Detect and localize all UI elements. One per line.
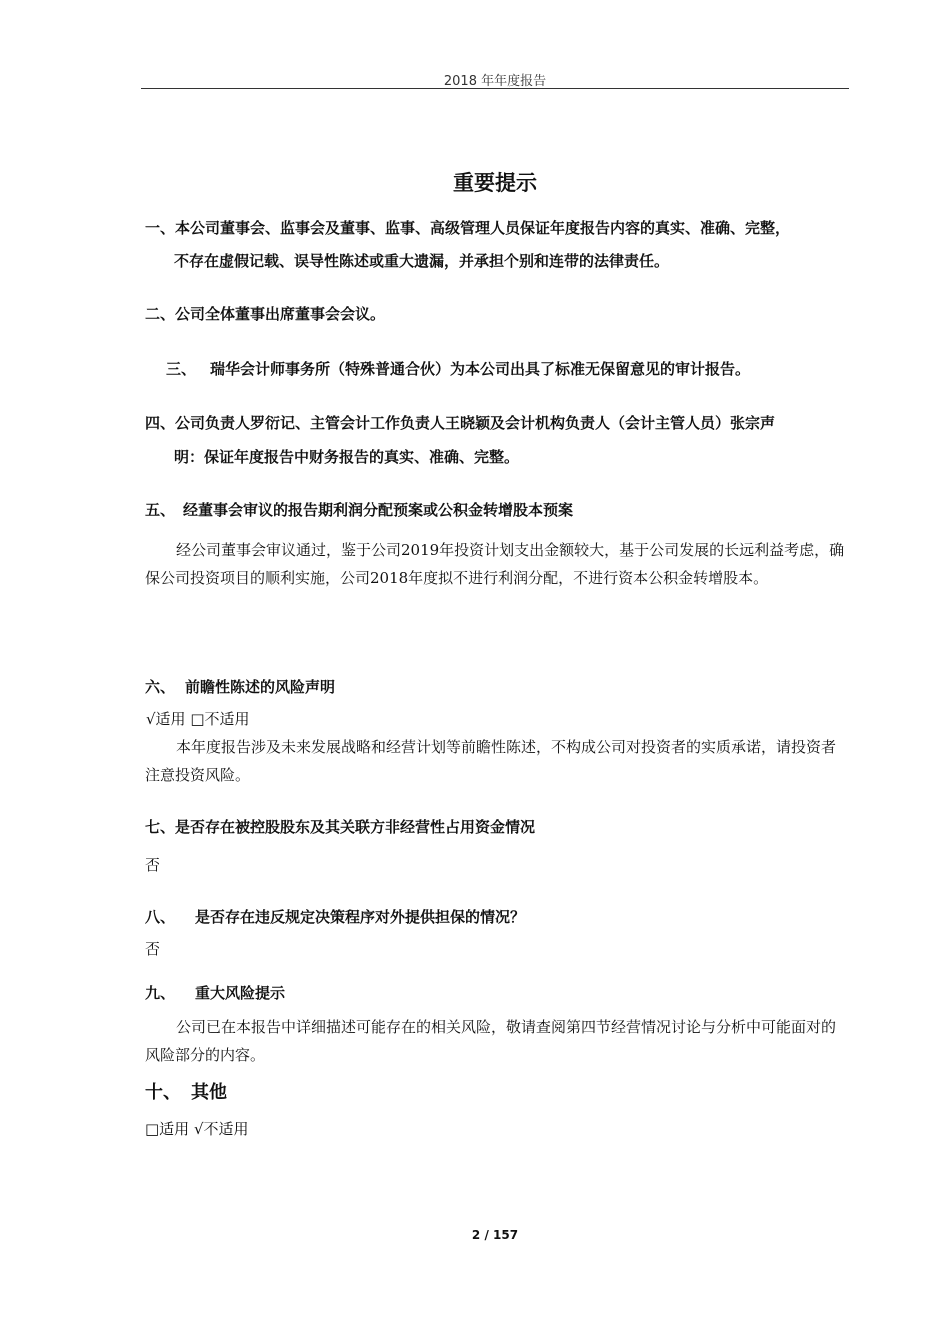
item-8-answer: 否 <box>145 940 161 958</box>
item-3 <box>166 355 750 384</box>
item-9-text: 重大风险提示 <box>195 984 286 1002</box>
item-7-text: 是否存在被控股股东及其关联方非经营性占用资金情况 <box>175 818 536 836</box>
item-8-number: 八、 <box>145 908 176 926</box>
item-6-heading <box>145 673 335 702</box>
page-number: 2 / 157 <box>471 1228 519 1242</box>
item-10-heading <box>145 1078 227 1108</box>
item-9-number: 九、 <box>145 984 176 1002</box>
item-10-options: □适用 √不适用 <box>145 1120 249 1138</box>
item-5-body: 经公司董事会审议通过，鉴于公司2019年投资计划支出金额较大，基于公司发展的长远利益考虑，确保公司投资项目的顺利实施，公司2018年度拟不进行利润分配，不进行资本公积金转增股本。 <box>145 541 845 587</box>
item-7-answer: 否 <box>145 856 161 874</box>
item-4-line-2: 明：保证年度报告中财务报告的真实、准确、完整。 <box>174 448 520 466</box>
item-10-text: 其他 <box>191 1082 227 1103</box>
running-header: 2018 年年度报告 <box>443 74 547 89</box>
item-4-text-1: 公司负责人罗衍记、主管会计工作负责人王晓颖及会计机构负责人（会计主管人员）张宗声 <box>175 414 776 432</box>
item-6-text: 前瞻性陈述的风险声明 <box>185 678 336 696</box>
item-1-line-1 <box>145 214 790 243</box>
item-3-text: 瑞华会计师事务所（特殊普通合伙）为本公司出具了标准无保留意见的审计报告。 <box>210 360 751 378</box>
item-2-text: 公司全体董事出席董事会会议。 <box>175 305 386 323</box>
item-9-body: 公司已在本报告中详细描述可能存在的相关风险，敬请查阅第四节经营情况讨论与分析中可能面对的风险部分的内容。 <box>145 1018 837 1064</box>
item-6-body: 本年度报告涉及未来发展战略和经营计划等前瞻性陈述，不构成公司对投资者的实质承诺，请投资者注意投资风险。 <box>145 738 837 784</box>
header-rule <box>141 88 849 89</box>
item-2 <box>145 300 385 329</box>
item-5-number: 五、 <box>145 501 176 519</box>
page-title: 重要提示 <box>453 171 537 195</box>
item-1-text-1: 本公司董事会、监事会及董事、监事、高级管理人员保证年度报告内容的真实、准确、完整， <box>175 219 791 237</box>
item-3-number: 三、 <box>166 360 197 378</box>
item-8-text: 是否存在违反规定决策程序对外提供担保的情况？ <box>195 908 526 926</box>
item-7-number: 七、 <box>145 818 176 836</box>
item-9-heading <box>145 979 285 1008</box>
item-4-number: 四、 <box>145 414 176 432</box>
item-6-number: 六、 <box>145 678 176 696</box>
item-5-heading <box>145 496 573 525</box>
item-5-text: 经董事会审议的报告期利润分配预案或公积金转增股本预案 <box>183 501 574 519</box>
item-1-number: 一、 <box>145 219 176 237</box>
item-8-heading <box>145 903 525 932</box>
item-1-line-2: 不存在虚假记载、误导性陈述或重大遗漏，并承担个别和连带的法律责任。 <box>174 252 670 270</box>
item-4-line-1 <box>145 409 775 438</box>
item-7-heading <box>145 813 535 842</box>
item-6-options: √适用 □不适用 <box>146 710 250 728</box>
item-10-number: 十、 <box>145 1082 181 1103</box>
item-2-number: 二、 <box>145 305 176 323</box>
